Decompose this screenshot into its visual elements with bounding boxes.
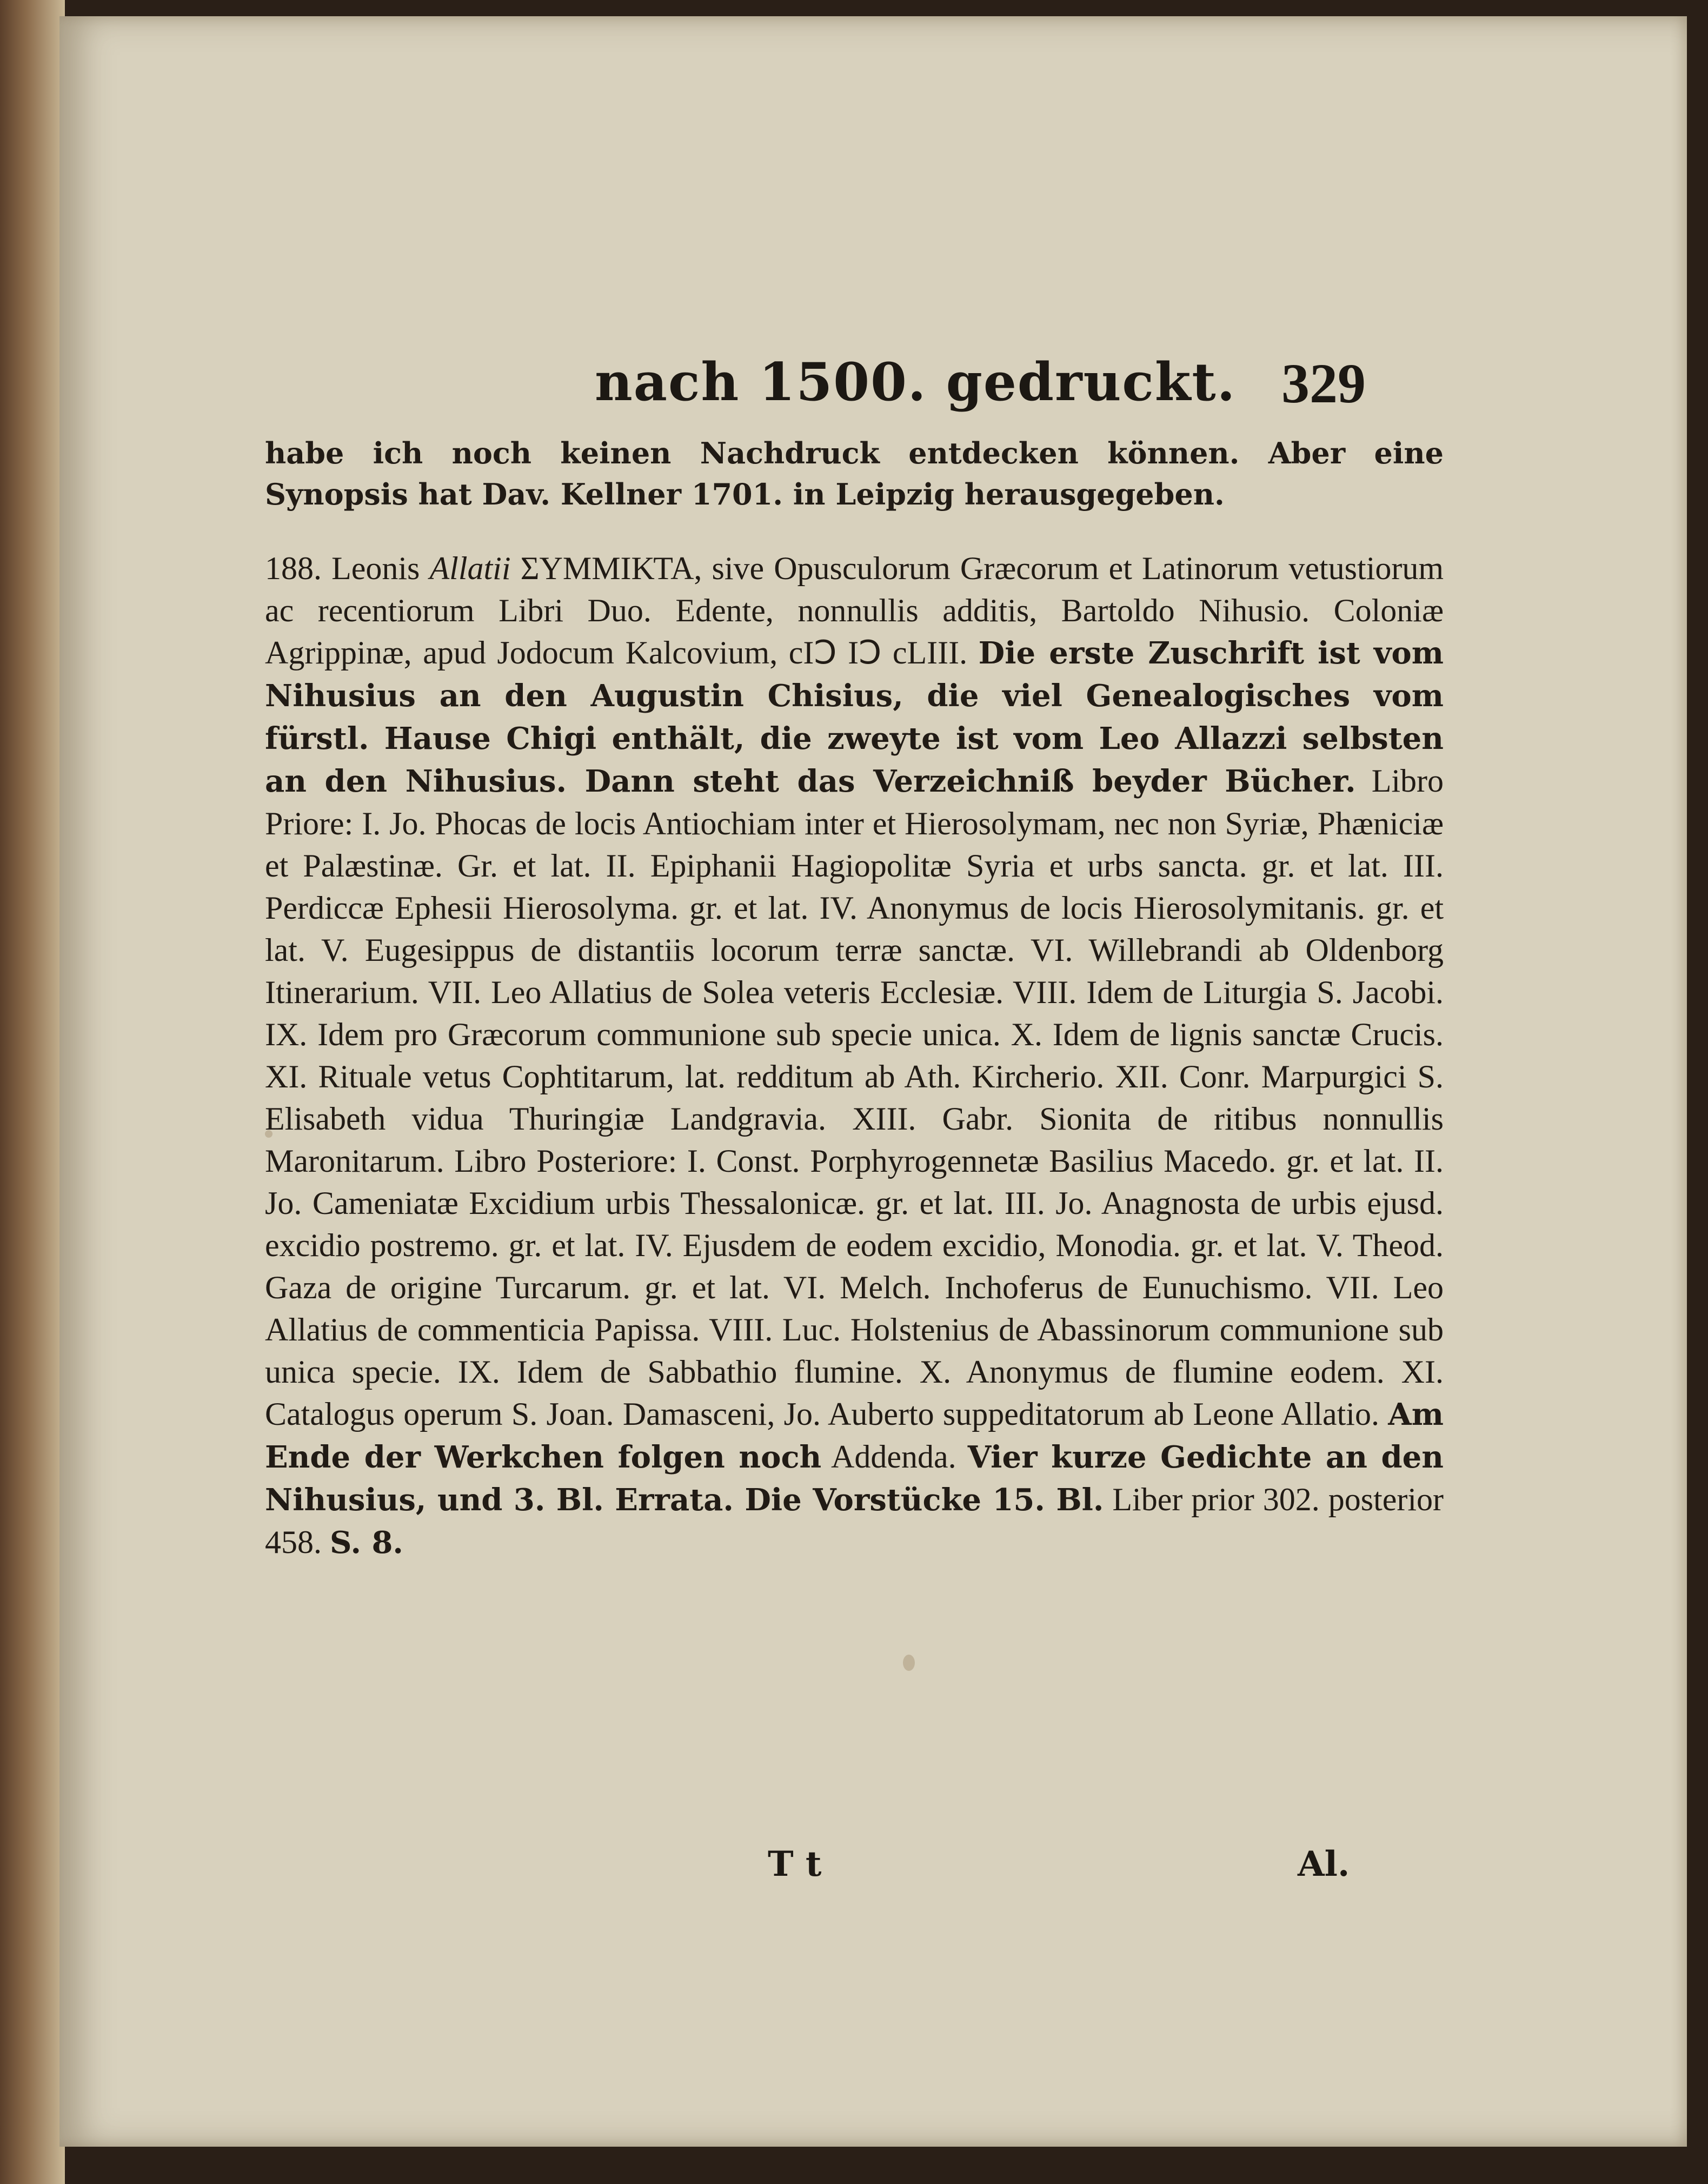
entry-number: 188. — [265, 550, 322, 586]
catchword: Al. — [1298, 1844, 1350, 1884]
german-note-2: Am Ende der Werkchen folgen noch — [265, 1397, 1444, 1475]
signature-mark: T t — [768, 1844, 822, 1884]
paper-page — [59, 16, 1687, 2147]
body-text — [265, 433, 1444, 1564]
contents-list: Libro Priore: I. Jo. Phocas de locis Antiochiam inter et Hierosolymam, nec non Syriæ, Phæniciæ et Palæstinæ. Gr. et lat. II. Epiphanii Hagiopolitæ Syria et urbs sancta. gr. et lat. III. Perdiccæ Ephesii Hierosolyma. gr. et lat. IV. Anonymus de locis Hierosolymitanis. gr. et lat. V. Eugesippus de distantiis locorum terræ sanctæ. VI. Willebrandi ab Oldenborg Itinerarium. VII. Leo Allatius de Solea veteris Ecclesiæ. VIII. Idem de Liturgia S. Jacobi. IX. Idem pro Græcorum communione sub specie unica. X. Idem de lignis sanctæ Crucis. XI. Rituale vetus Cophtitarum, lat. redditum ab Ath. Kircherio. XII. Conr. Marpurgici S. Elisabeth vidua Thuringiæ Landgravia. XIII. Gabr. Sionita de ritibus nonnullis Maronitarum. Libro Posteriore: I. Const. Porphyrogennetæ Basilius Macedo. gr. et lat. II. Jo. Cameniatæ Excidium urbis Thessalonicæ. gr. et lat. III. Jo. Anagnosta de urbis ejusd. excidio postremo. gr. et lat. IV. Ejusdem de eodem excidio, Monodia. gr. et lat. V. Theod. Gaza de origine Turcarum. gr. et lat. VI. Melch. Inchoferus de Eunuchismo. VII. Leo Allatius de commenticia Papissa. VIII. Luc. Holstenius de Abassinorum communione sub unica specie. IX. Idem de Sabbathio flumine. X. Anonymus de flumine eodem. XI. Catalogus operum S. Joan. Damasceni, Jo. Auberto suppeditatorum ab Leone Allatio. — [265, 763, 1444, 1432]
german-note-4: S. 8. — [330, 1525, 403, 1561]
german-note-3: Vier kurze Gedichte an den Nihusius, und 3. Bl. Errata. Die Vorstücke 15. Bl. — [265, 1439, 1444, 1518]
pagination-note: Liber prior 302. posterior 458. — [265, 1482, 1444, 1560]
catalog-entry — [265, 547, 1444, 1564]
author-prefix: Leonis — [331, 550, 420, 586]
addenda: Addenda. — [831, 1439, 956, 1475]
continuation-line-1: habe ich noch keinen Nachdruck entdecken können. Aber eine Synopsis hat Dav. — [265, 436, 1444, 512]
running-title: nach 1500. gedruckt. — [595, 351, 1237, 413]
ink-spot — [903, 1655, 915, 1671]
continuation-paragraph — [265, 433, 1444, 515]
running-head — [59, 341, 1687, 422]
entry-title: ΣΥΜΜΙΚΤΑ, sive Opusculorum Græcorum et Latinorum vetustiorum ac recentiorum Libri Duo. Edente, nonnullis additis, Bartoldo Nihusio. Coloniæ Agrippinæ, apud Jodocum Kalcovium, cIↃ IↃ cLIII. — [265, 550, 1444, 671]
author-name: Allatii — [429, 550, 511, 586]
german-note-1: Die erste Zuschrift ist vom Nihusius an den Augustin Chisius, die viel Genealogisches vom fürstl. Hause Chigi enthält, die zweyte ist vom Leo Allazzi selbsten an den Nihusius. Dann steht das Verzeichniß beyder Bücher. — [265, 635, 1444, 799]
continuation-line-2: Kellner 1701. in Leipzig herausgegeben. — [560, 477, 1225, 512]
page-footer — [59, 1844, 1687, 1898]
book-binding — [0, 0, 65, 2184]
page-number: 329 — [1281, 353, 1366, 415]
